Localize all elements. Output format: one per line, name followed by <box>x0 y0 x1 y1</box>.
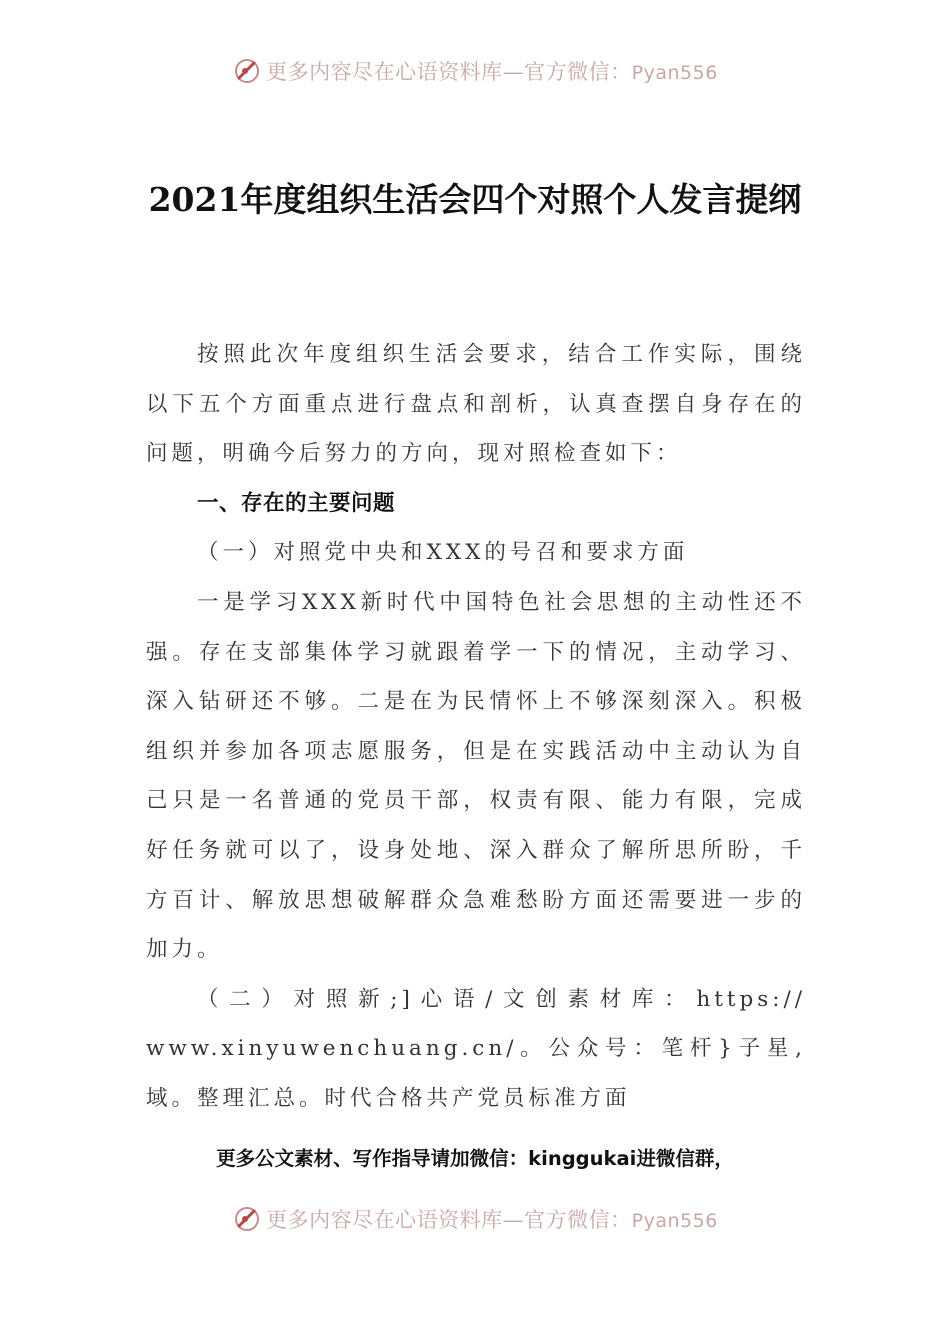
brand-logo-icon <box>232 1204 262 1234</box>
body-paragraph-1: 一是学习XXX新时代中国特色社会思想的主动性还不强。存在支部集体学习就跟着学一下的情况，主动学习、深入钻研还不够。二是在为民情怀上不够深刻深入。积极组织并参加各项志愿服务，但是在实践活动中主动认为自己只是一名普通的党员干部，权责有限、能力有限，完成好任务就可以了，设身处地、深入群众了解所思所盼，千方百计、解放思想破解群众急难愁盼方面还需要进一步的加力。 <box>146 589 806 963</box>
wechat-notice: 更多公文素材、写作指导请加微信：kinggukai进微信群， <box>216 1147 734 1170</box>
brand-logo-icon <box>232 56 262 86</box>
watermark-footer <box>0 1204 950 1234</box>
subsection-heading-2-rest: www.xinyuwenchuang.cn/。公众号：笔杆}子星,域。整理汇总。时代合格共产党员标准方面 <box>146 1036 806 1111</box>
watermark-header <box>0 56 950 86</box>
subsection-heading-2-line1: （二）对照新;]心语/文创素材库：https:// <box>197 986 806 1012</box>
watermark-text: 更多内容尽在心语资料库—官方微信： <box>266 1208 632 1232</box>
section-heading: 一、存在的主要问题 <box>197 490 396 516</box>
watermark-text: 更多内容尽在心语资料库—官方微信： <box>266 60 632 84</box>
subsection-heading-1: （一）对照党中央和XXX的号召和要求方面 <box>197 540 689 566</box>
intro-paragraph: 按照此次年度组织生活会要求，结合工作实际，围绕以下五个方面重点进行盘点和剖析，认真查摆自身存在的问题，明确今后努力的方向，现对照检查如下： <box>146 342 806 467</box>
document-title: 2021年度组织生活会四个对照个人发言提纲 <box>148 180 802 219</box>
watermark-wechat-id: Pyan556 <box>631 62 718 84</box>
watermark-wechat-id: Pyan556 <box>631 1210 718 1232</box>
document-body <box>146 330 806 1124</box>
